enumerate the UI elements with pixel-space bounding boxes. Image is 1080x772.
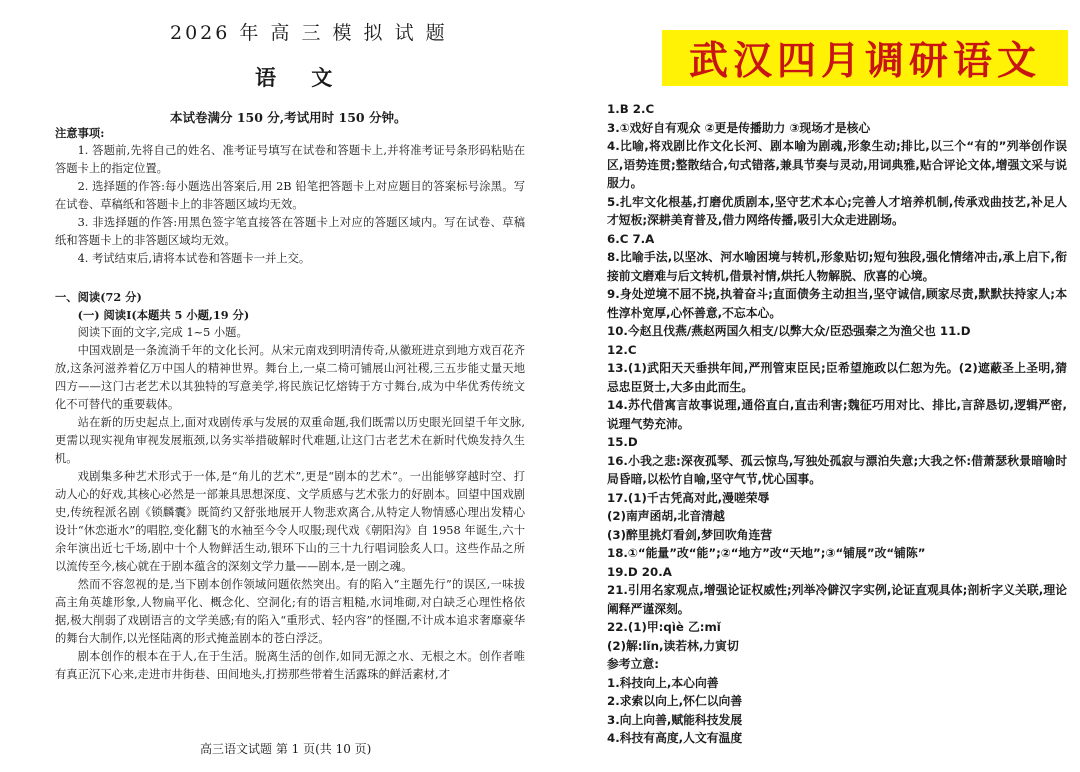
- note-item: 1. 答题前,先将自己的姓名、准考证号填写在试卷和答题卡上,并将准考证号条形码粘贴在答题卡上的指定位置。: [55, 144, 525, 175]
- paragraph: 戏剧集多种艺术形式于一体,是“角儿的艺术”,更是“剧本的艺术”。一出能够穿越时空、打动人心的好戏,其核心必然是一部兼具思想深度、文学质感与艺术张力的好剧本。回望中国戏剧史,传统程派名剧《锁麟囊》既简约又舒张地展开人物悲欢离合,从特定人物情感心理出发精心设计“休恋逝水”的唱腔,变化翻飞的水袖至今令人叹服;现代戏《朝阳沟》自 1958 年诞生,六十余年演出近七千场,剧中十个人物鲜活生动,银环下山的三十九行唱词脍炙人口。这些作品之所以流传至今,核心就在于剧本蕴含的深刻文学力量——剧本,是一剧之魂。: [55, 470, 525, 573]
- sub-title: (一) 阅读Ⅰ(本题共 5 小题,19 分): [77, 308, 250, 322]
- answer-line: 3.①戏好自有观众 ②更是传播助力 ③现场才是核心: [607, 120, 871, 135]
- answer-line: 4.比喻,将戏剧比作文化长河、剧本喻为剧魂,形象生动;排比,以三个“有的”列举创作误区,语势连贯;整散结合,句式错落,兼具节奏与灵动,用词典雅,贴合评论文体,增强文采与说服力。: [607, 139, 1067, 190]
- answer-line: 19.D 20.A: [607, 564, 672, 579]
- answer-line: 14.苏代借寓言故事说理,通俗直白,直击利害;魏征巧用对比、排比,言辞恳切,逻辑严密,说理气势充沛。: [607, 398, 1067, 431]
- subject-title: 语 文: [255, 65, 347, 90]
- notes-title: 注意事项:: [55, 126, 105, 140]
- answer-line: 13.(1)武阳天天垂拱年间,严刑管束臣民;臣希望施政以仁恕为先。(2)遮蔽圣上圣明,猜忌忠臣贤士,大多由此而生。: [607, 361, 1067, 394]
- paragraph: 剧本创作的根本在于人,在于生活。脱离生活的创作,如同无源之水、无根之木。创作者唯有真正沉下心来,走进市井街巷、田间地头,打捞那些带着生活露珠的鲜活素材,才: [55, 650, 525, 681]
- answer-line: 3.向上向善,赋能科技发展: [607, 712, 743, 727]
- answer-line: 6.C 7.A: [607, 231, 655, 246]
- answer-line: 21.引用名家观点,增强论证权威性;列举冷僻汉字实例,论证直观具体;剖析字义关联,理论阐释严谨深刻。: [607, 583, 1067, 616]
- answer-line: 10.今赵且伐燕/燕赵两国久相支/以弊大众/臣恐强秦之为渔父也 11.D: [607, 324, 971, 338]
- answer-line: 2.求索以向上,怀仁以向善: [607, 694, 743, 708]
- answer-line: (3)醉里挑灯看剑,梦回吹角连营: [607, 527, 773, 542]
- instruction: 阅读下面的文字,完成 1~5 小题。: [77, 326, 248, 339]
- answer-line: 15.D: [607, 435, 638, 449]
- title-banner: [662, 30, 1068, 86]
- answer-line: 12.C: [607, 342, 637, 357]
- answer-line: 参考立意:: [607, 657, 659, 671]
- page-footer: 高三语文试题 第 1 页(共 10 页): [200, 742, 372, 756]
- banner-text: 武汉四月调研语文: [688, 39, 1041, 84]
- note-item: 2. 选择题的作答:每小题选出答案后,用 2B 铅笔把答题卡上对应题目的答案标号涂黑。写在试卷、草稿纸和答题卡上的非答题区域均无效。: [55, 180, 525, 211]
- answer-line: 1.B 2.C: [607, 102, 655, 116]
- answer-list: [607, 100, 1067, 748]
- answer-line: (2)解:lǐn,读若林,力寅切: [607, 638, 739, 653]
- answer-line: 17.(1)千古凭高对此,漫嗟荣辱: [607, 490, 770, 505]
- answer-line: (2)南声函胡,北音清越: [607, 509, 725, 523]
- exam-header: 2026 年 高 三 模 拟 试 题: [170, 22, 448, 44]
- answer-line: 18.①“能量”改“能”;②“地方”改“天地”;③“铺展”改“铺陈”: [607, 546, 926, 560]
- answer-line: 4.科技有高度,人文有温度: [607, 731, 743, 745]
- reading-section: [55, 288, 525, 684]
- section-title: 一、阅读(72 分): [55, 290, 142, 304]
- answer-line: 8.比喻手法,以坚冰、河水喻困境与转机,形象贴切;短句独段,强化情绪冲击,承上启下,衔接前文磨难与后文转机,借景衬情,烘托人物解脱、欣喜的心境。: [607, 250, 1067, 283]
- score-line: 本试卷满分 150 分,考试用时 150 分钟。: [170, 110, 407, 125]
- answer-page: [595, 0, 1080, 772]
- note-item: 4. 考试结束后,请将本试卷和答题卡一并上交。: [77, 252, 311, 265]
- answer-line: 9.身处逆境不屈不挠,执着奋斗;直面债务主动担当,坚守诚信,顾家尽责,默默扶持家人;本性淳朴宽厚,心怀善意,不忘本心。: [607, 287, 1067, 320]
- note-item: 3. 非选择题的作答:用黑色签字笔直接答在答题卡上对应的答题区域内。写在试卷、草稿纸和答题卡上的非答题区域均无效。: [55, 216, 525, 247]
- paragraph: 站在新的历史起点上,面对戏剧传承与发展的双重命题,我们既需以历史眼光回望千年文脉,更需以现实视角审视发展瓶颈,以务实举措破解时代难题,让这门古老艺术在新时代焕发持久生机。: [55, 416, 525, 465]
- notes-block: [55, 124, 525, 268]
- paragraph: 然而不容忽视的是,当下剧本创作领域问题依然突出。有的陷入“主题先行”的误区,一味拔高主角英雄形象,人物扁平化、概念化、空洞化;有的语言粗糙,水词堆砌,对白缺乏心理性格依据,极大削弱了戏剧语言的文学美感;有的陷入“重形式、轻内容”的怪圈,不计成本追求奢靡豪华的舞台大制作,以光怪陆离的形式掩盖剧本的苍白浮泛。: [55, 578, 525, 645]
- answer-line: 5.扎牢文化根基,打磨优质剧本,坚守艺术本心;完善人才培养机制,传承戏曲技艺,补足人才短板;深耕美育普及,借力网络传播,吸引大众走进剧场。: [607, 194, 1067, 227]
- answer-line: 16.小我之悲:深夜孤琴、孤云惊鸟,写独处孤寂与漂泊失意;大我之怀:借萧瑟秋景暗喻时局昏暗,以松竹自喻,坚守气节,忧心国事。: [607, 453, 1067, 486]
- paragraph: 中国戏剧是一条流淌千年的文化长河。从宋元南戏到明清传奇,从徽班进京到地方戏百花齐放,这条河滋养着亿万中国人的精神世界。舞台上,一桌二椅可铺展山河社稷,三五步能丈量天地四方——这门古老艺术以其独特的写意美学,将民族记忆熔铸于方寸舞台,成为中华优秀传统文化不可替代的重要载体。: [55, 344, 525, 411]
- answer-line: 1.科技向上,本心向善: [607, 675, 719, 690]
- answer-line: 22.(1)甲:qìè 乙:mǐ: [607, 620, 721, 634]
